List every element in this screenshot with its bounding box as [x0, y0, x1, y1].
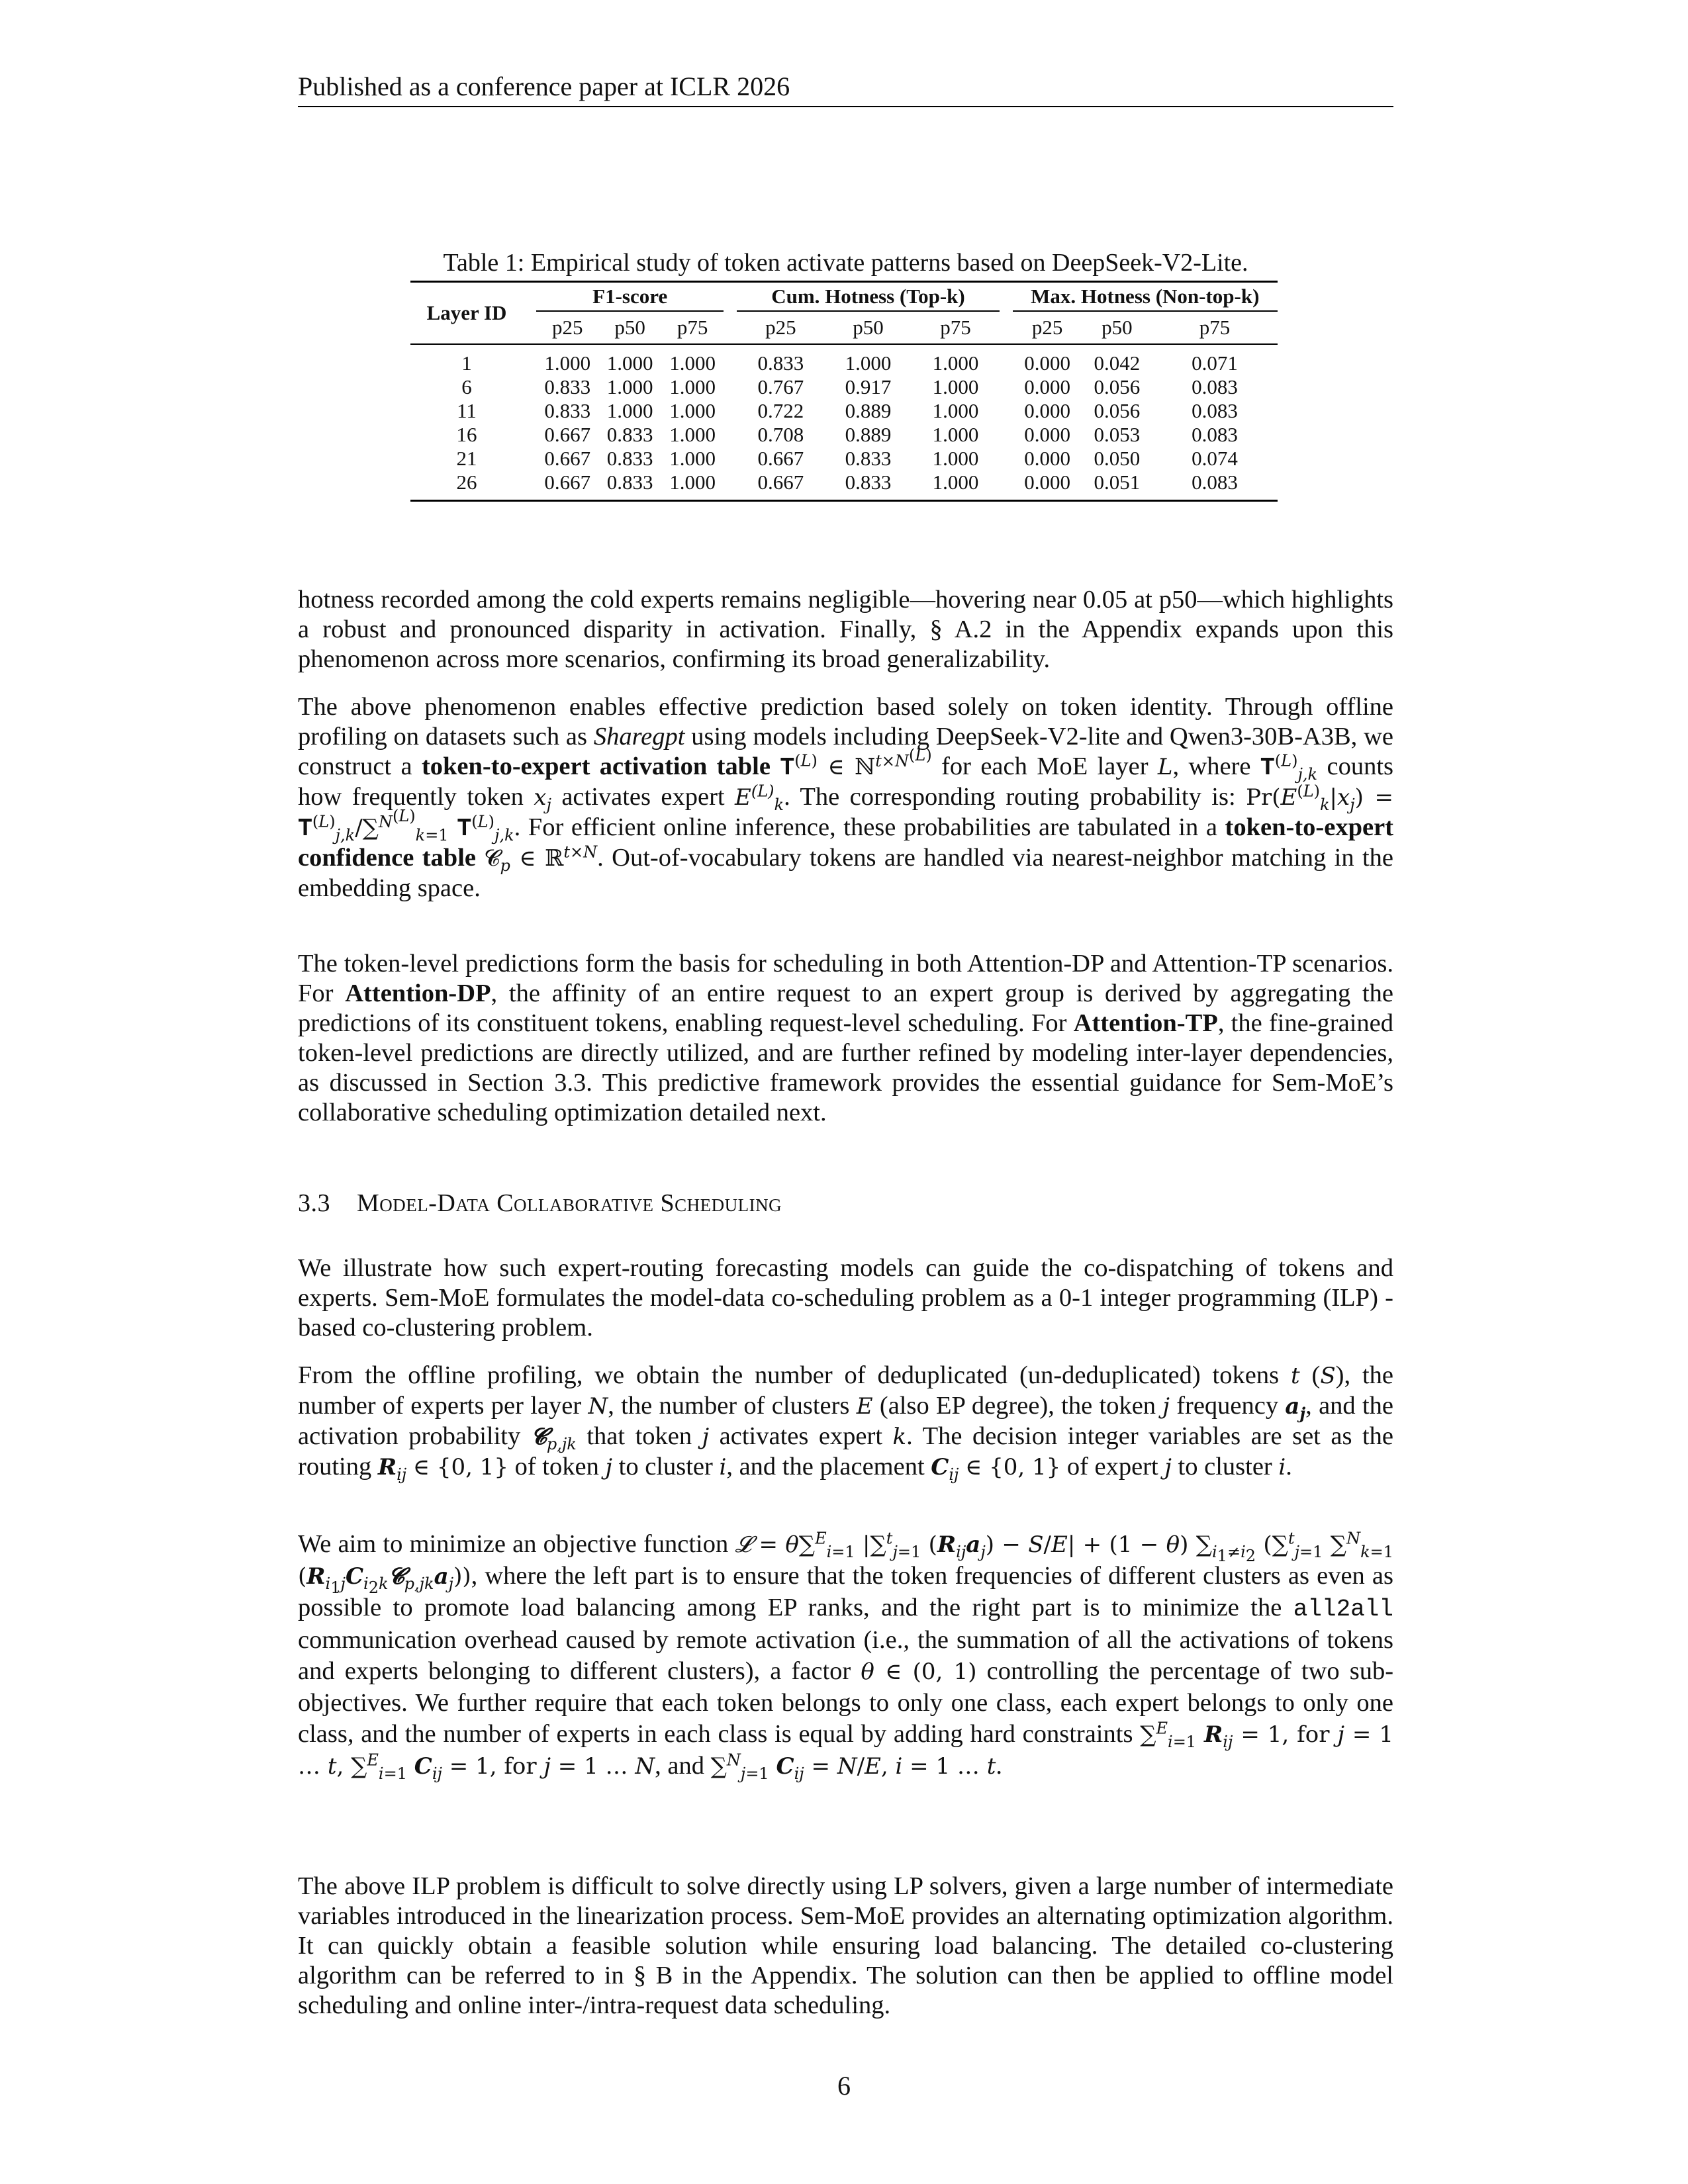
table-cell: 0.667 — [757, 447, 804, 470]
table-cell: 0.056 — [1094, 399, 1141, 422]
table-cell: 0.071 — [1152, 344, 1278, 375]
table-cell: 1.000 — [669, 447, 716, 470]
group-f1: F1-score — [536, 282, 724, 312]
table-row — [410, 471, 1278, 501]
cell-layer-id: 26 — [410, 471, 523, 501]
table-cell: 0.833 — [606, 423, 653, 446]
math-constraints: ∑$^E_{i=1}$ $R_{ij} = 1$, for j = 1 … t, ∑$^E_{i=1}$ $C_{ij} = 1$, for j = 1 … N — [298, 1719, 1393, 1783]
table-cell: 0.833 — [598, 471, 661, 501]
table-caption: Table 1: Empirical study of token activate patterns based on DeepSeek-V2-Lite. — [443, 249, 1248, 277]
cell-layer-id: 16 — [456, 423, 477, 446]
table-cell: 1.000 — [912, 344, 999, 375]
header-rule — [298, 106, 1393, 107]
table-cell: 1.000 — [606, 399, 653, 422]
paragraph-objective: We aim to minimize an objective function 𝓛 = θ∑$^E_{i=1}$ |∑$^t_{j=1}$ $(R_{ij}a_j) - S/E| + (1 - \theta)$ $\sum_{i_1\ne i_2}$ (∑$^t_{j=1}$ ∑$^N_{k=1}$ $(R_{i_1j}C_{i_2k}𝓒_{p,jk}a_j)$), where the left part is to ensure that the token frequencies of different clusters as even as possible to promote load balancing among EP ranks, and the right part is to minimize the all2all communication overhead caused by remote activation (i.e., the summation of all the activations of tokens and experts belonging to different clusters), a factor θ ∈ (0, 1) controlling the percentage of two sub-objectives. We further require that each token belongs to only one class, each expert belongs to only one class, and the number of experts in each class is equal by adding hard constraints ∑$^E_{i=1}$ $R_{ij} = 1$, for j = 1 … t, ∑$^E_{i=1}$ $C_{ij} = 1$, for j = 1 … N, and ∑$^N_{j=1}$ $C_{ij} = N/E$, i = 1 … t. — [298, 1529, 1394, 1783]
table-row — [410, 399, 1278, 423]
table-cell: 1.000 — [536, 344, 598, 375]
table-cell: 0.000 — [1024, 375, 1071, 398]
table-cell: 1.000 — [932, 447, 979, 470]
table-cell: 0.000 — [1013, 471, 1082, 501]
paragraph-hotness: hotness recorded among the cold experts remains negligible—hovering near 0.05 at p50—which highlights a robust and pronounced disparity in activation. Finally, § A.2 in the Appendix expands upon this phenomenon across more scenarios, confirming its broad generalizability. — [298, 586, 1393, 673]
col-layer-id: Layer ID — [410, 282, 523, 345]
table-cell: 0.000 — [1024, 423, 1071, 446]
table-cell: 0.083 — [1192, 399, 1238, 422]
table-row — [410, 344, 1278, 375]
subcol: p75 — [1199, 316, 1231, 339]
dataset-name: Sharegpt — [593, 723, 685, 751]
results-table — [410, 281, 1278, 502]
section-heading: 3.3 Model-Data Collaborative Scheduling — [298, 1189, 782, 1217]
running-header: Published as a conference paper at ICLR 2026 — [298, 71, 790, 101]
subcol: p25 — [765, 316, 796, 339]
table-cell: 0.722 — [757, 399, 804, 422]
table-cell: 1.000 — [932, 423, 979, 446]
table-cell: 0.074 — [1192, 447, 1238, 470]
table-cell: 1.000 — [669, 423, 716, 446]
table-cell: 0.000 — [1024, 447, 1071, 470]
table-cell: 0.833 — [845, 447, 892, 470]
subcol: p25 — [1031, 316, 1063, 339]
paragraph-prediction: The above phenomenon enables effective prediction based solely on token identity. Through offline profiling on datasets such as Sharegpt using models including DeepSeek-V2-lite and Qwen3-30B-A3B, we construct a token-to-expert activation table 𝐓$^{(L)}$ ∈ ℕ$^{t\times N^{(L)}}$ for each MoE layer L, where 𝐓$^{(L)}_{j,k}$ counts how frequently token $x_j$ activates expert $E^{(L)}_k$. The corresponding routing probability is: $Pr(E^{(L)}_k|x_j)$ = 𝐓$^{(L)}_{j,k}$/∑$^{N^{(L)}}_{k=1}$ 𝐓$^{(L)}_{j,k}$. For efficient online inference, these probabilities are tabulated in a token-to-expert confidence table 𝓒$_p$ ∈ ℝ$^{t\times N}$. Out-of-vocabulary tokens are handled via nearest-neighbor matching in the embedding space. — [298, 693, 1393, 902]
table-cell: 0.889 — [845, 399, 892, 422]
table-cell: 0.083 — [1192, 423, 1238, 446]
table-cell: 0.000 — [1024, 399, 1071, 422]
page-number: 6 — [837, 2071, 851, 2101]
code-all2all: all2all — [1293, 1596, 1393, 1623]
paragraph-scenarios: The token-level predictions form the basis for scheduling in both Attention-DP and Attention-TP scenarios. For Attention-DP, the affinity of an entire request to an expert group is derived by aggregating the predictions of its constituent tokens, enabling request-level scheduling. For Attention-TP, the fine-grained token-level predictions are directly utilized, and are further refined by modeling inter-layer dependencies, as discussed in Section 3.3. This predictive framework provides the essential guidance for Sem-MoE’s collaborative scheduling optimization detailed next. — [298, 950, 1394, 1126]
table-cell: 0.833 — [737, 344, 824, 375]
math-T-L: 𝐓$^{(L)}$ ∈ ℕ$^{t\times N^{(L)}}$ — [780, 745, 932, 780]
table-cell: 0.042 — [1082, 344, 1152, 375]
subcol: p25 — [551, 316, 583, 339]
paragraph-profiling: From the offline profiling, we obtain the number of deduplicated (un-deduplicated) tokens t (S), the number of experts per layer N, the number of clusters E (also EP degree), the token j frequency $a_j$, and the activation probability 𝓒$_{p,jk}$ that token j activates expert k. The decision integer variables are set as the routing $R_{ij}$ ∈ {0, 1} of token j to cluster i, and the placement $C_{ij}$ ∈ {0, 1} of expert j to cluster i. — [298, 1361, 1394, 1484]
table-cell: 1.000 — [912, 471, 999, 501]
table-cell: 1.000 — [661, 471, 724, 501]
subcol: p50 — [1102, 316, 1133, 339]
cell-layer-id: 6 — [461, 375, 472, 398]
table-cell: 0.833 — [544, 399, 591, 422]
subcol: p75 — [940, 316, 971, 339]
table-cell: 1.000 — [932, 375, 979, 398]
table-cell: 1.000 — [669, 375, 716, 398]
table-cell: 1.000 — [606, 375, 653, 398]
table-cell: 0.767 — [757, 375, 804, 398]
table-cell: 1.000 — [932, 399, 979, 422]
table-cell: 1.000 — [669, 399, 716, 422]
math-routing-prob: $Pr(E^{(L)}_k|x_j)$ = 𝐓$^{(L)}_{j,k}$/∑$^{N^{(L)}}_{k=1}$ 𝐓$^{(L)}_{j,k}$ — [298, 782, 1393, 844]
table-cell: 0.000 — [1013, 344, 1082, 375]
table-cell: 0.050 — [1094, 447, 1141, 470]
paragraph-illustrate: We illustrate how such expert-routing forecasting models can guide the co-dispatching of tokens and experts. Sem-MoE formulates the model-data co-scheduling problem as a 0-1 integer programming (ILP) -based co-clustering problem. — [298, 1254, 1393, 1342]
table-cell: 0.667 — [737, 471, 824, 501]
cell-layer-id: 21 — [456, 447, 477, 470]
group-max-hotness: Max. Hotness (Non-top-k) — [1013, 282, 1278, 312]
table-cell: 0.053 — [1094, 423, 1141, 446]
table-cell: 0.667 — [536, 471, 598, 501]
table-cell: 0.051 — [1082, 471, 1152, 501]
table-cell: 0.667 — [544, 447, 591, 470]
table-cell: 0.083 — [1152, 471, 1278, 501]
table-cell: 0.889 — [845, 423, 892, 446]
table-cell: 0.833 — [824, 471, 912, 501]
paragraph-ilp: The above ILP problem is difficult to solve directly using LP solvers, given a large number of intermediate variables introduced in the linearization process. Sem-MoE provides an alternating optimization algorithm. It can quickly obtain a feasible solution while ensuring load balancing. The detailed co-clustering algorithm can be referred to in § B in the Appendix. The solution can then be applied to offline model scheduling and online inter-/intra-request data scheduling. — [298, 1872, 1393, 2019]
table-cell: 1.000 — [661, 344, 724, 375]
math-objective: 𝓛 = θ∑$^E_{i=1}$ |∑$^t_{j=1}$ $(R_{ij}a_j) - S/E| + (1 - \theta)$ $\sum_{i_1\ne i_2}$ (∑$^t_{j=1}$ ∑$^N_{k=1}$ $(R_{i_1j}C_{i_2k}𝓒_{p,jk}a_j)$) — [298, 1529, 1394, 1597]
table-cell: 0.667 — [544, 423, 591, 446]
table-cell: 1.000 — [824, 344, 912, 375]
table-cell: 0.083 — [1192, 375, 1238, 398]
table-row — [410, 375, 1278, 399]
group-cum-hotness: Cum. Hotness (Top-k) — [737, 282, 999, 312]
table-cell: 1.000 — [598, 344, 661, 375]
table-cell: 0.708 — [757, 423, 804, 446]
table-row — [410, 447, 1278, 471]
cell-layer-id: 1 — [410, 344, 523, 375]
table-row — [410, 423, 1278, 447]
table-cell: 0.833 — [544, 375, 591, 398]
table-cell: 0.917 — [845, 375, 892, 398]
subcol: p50 — [853, 316, 884, 339]
subcol: p50 — [614, 316, 645, 339]
table-cell: 0.056 — [1094, 375, 1141, 398]
table-cell: 0.833 — [606, 447, 653, 470]
cell-layer-id: 11 — [457, 399, 477, 422]
subcol: p75 — [677, 316, 708, 339]
